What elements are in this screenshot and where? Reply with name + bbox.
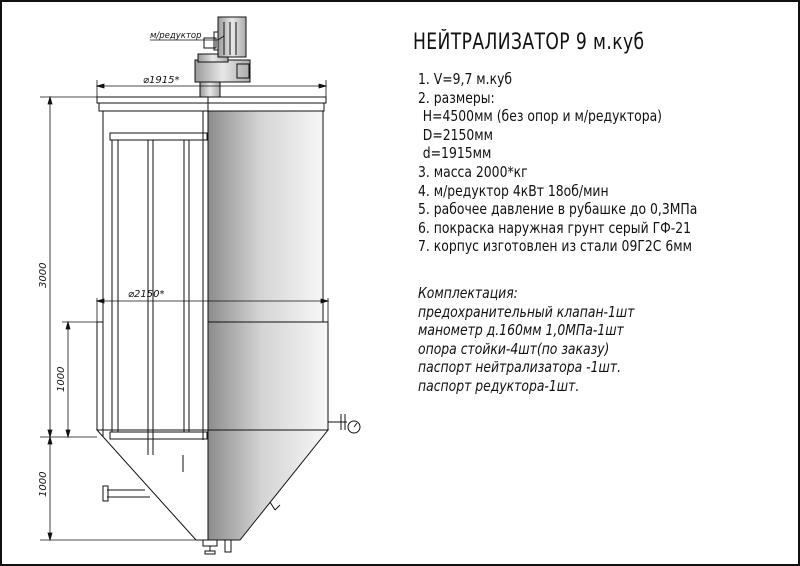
drawing-title: НЕЙТРАЛИЗАТОР 9 м.куб (413, 30, 645, 55)
lid-flange (99, 103, 324, 111)
spec-line: 1. V=9,7 м.куб (418, 70, 513, 88)
spec-line: 7. корпус изготовлен из стали 09Г2С 6мм (418, 237, 692, 256)
stirrer-frame (110, 111, 207, 455)
kit-list (418, 284, 634, 396)
spec-line: d=1915мм (422, 144, 492, 163)
spec-line: H=4500мм (без опор и м/редуктора) (422, 107, 663, 126)
gearbox-label: м/редуктор (150, 31, 202, 41)
cone-bottom (208, 430, 328, 540)
spec-line: 6. покраска наружная грунт серый ГФ-21 (418, 218, 692, 237)
side-nozzle (103, 486, 108, 501)
spec-list (418, 70, 697, 256)
spec-line: 3. масса 2000*кг (418, 162, 528, 181)
dim-inner-diameter: ⌀1915* (143, 75, 180, 86)
kit-item: паспорт редуктора-1шт. (418, 376, 580, 395)
spec-line: 4. м/редуктор 4кВт 18об/мин (418, 181, 609, 200)
kit-title: Комплектация: (418, 284, 518, 302)
support-leg (225, 540, 231, 552)
kit-item: манометр д.160мм 1,0МПа-1шт (418, 321, 624, 340)
tank-lid (97, 97, 326, 103)
kit-item: предохранительный клапан-1шт (418, 302, 635, 321)
kit-item: опора стойки-4шт(по заказу) (418, 339, 610, 358)
spec-line: 5. рабочее давление в рубашке до 0,3МПа (418, 200, 698, 219)
spec-line: 2. размеры: (418, 88, 495, 107)
dim-jacket-height: 1000 (56, 366, 67, 392)
dim-total-height: 3000 (38, 262, 49, 288)
dim-cone-height: 1000 (38, 471, 49, 497)
kit-item: паспорт нейтрализатора -1шт. (418, 358, 622, 377)
spec-line: D=2150мм (422, 125, 494, 144)
heating-jacket (208, 322, 328, 430)
bottom-outlet (203, 540, 217, 546)
dim-outer-diameter: ⌀2150* (128, 289, 165, 300)
shell-shaded-half (208, 111, 323, 322)
